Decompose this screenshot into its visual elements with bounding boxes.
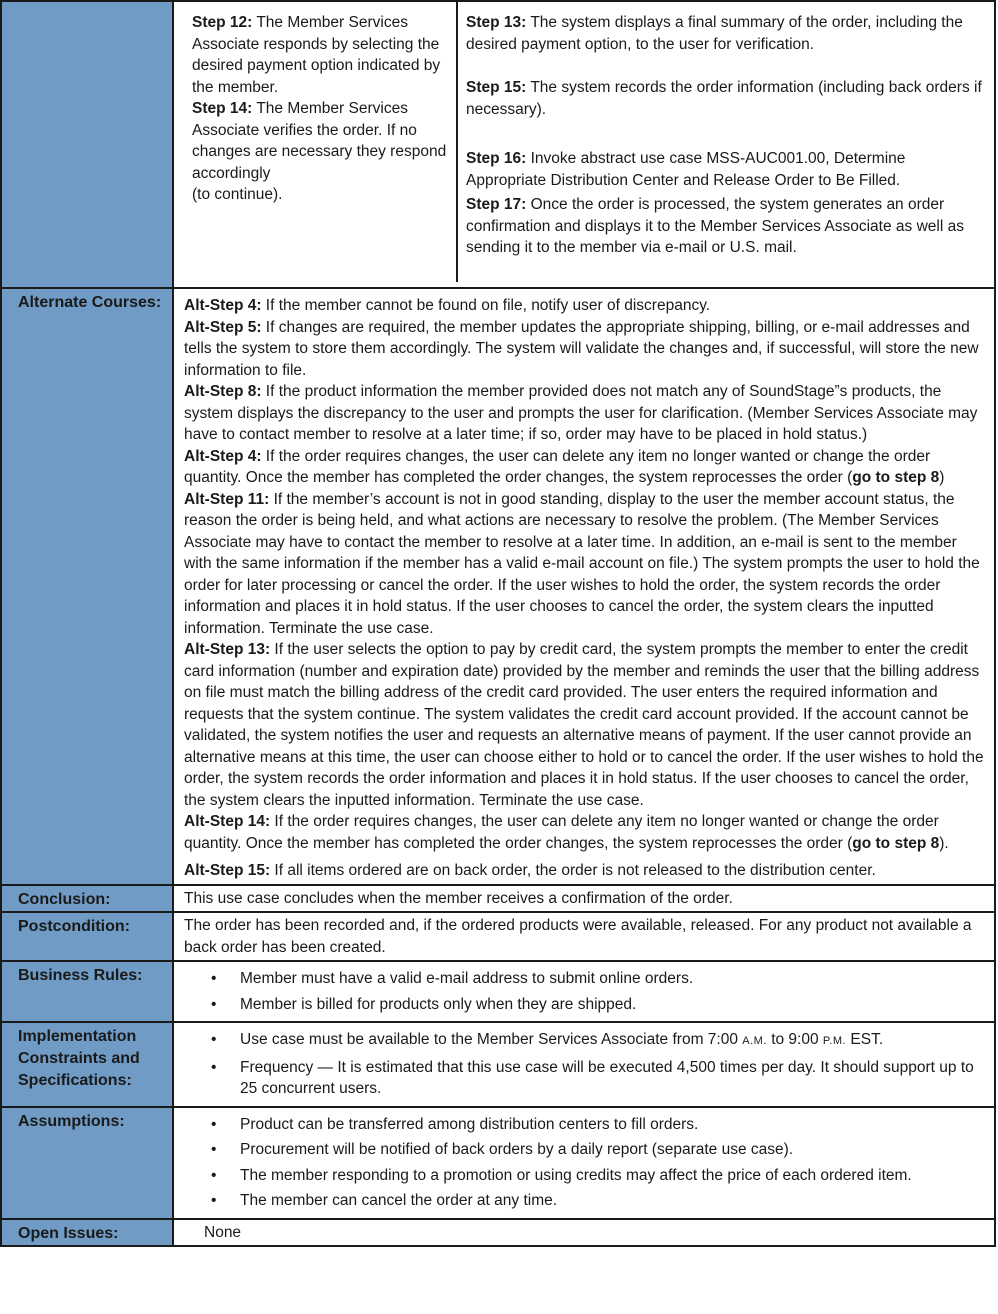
implementation-content — [173, 1022, 995, 1107]
conclusion-text: This use case concludes when the member receives a confirmation of the order. — [173, 885, 995, 913]
list-item: • Use case must be available to the Member Services Associate from 7:00 A.M. to 9:00 P.M. EST. — [184, 1029, 984, 1053]
step-13: Step 13: The system displays a final summary of the order, including the desired payment option, to the user for verification. — [466, 14, 963, 53]
business-rules-row — [1, 961, 995, 1022]
open-issues-text: None — [173, 1219, 995, 1247]
alt-step-item: Alt-Step 8: If the product information the member provided does not match any of SoundStage”s products, the system displays the discrepancy to the user and prompts the user for clarification. (Member Services Associate may have to contact member to resolve at a later time; if so, order may have to be placed in hold status.) — [184, 383, 978, 443]
alt-step-item: Alt-Step 15: If all items ordered are on back order, the order is not released to the distribution center. — [184, 862, 876, 879]
actor-steps-column — [174, 2, 458, 282]
postcondition-row — [1, 912, 995, 961]
bullet-icon: • — [211, 995, 217, 1013]
list-item: • Member is billed for products only when they are shipped. — [184, 994, 984, 1016]
bullet-icon: • — [211, 1141, 217, 1158]
step-16: Step 16: Invoke abstract use case MSS-AUC001.00, Determine Appropriate Distribution Center and Release Order to Be Filled. — [466, 150, 906, 189]
postcondition-label: Postcondition: — [1, 912, 173, 961]
open-issues-label: Open Issues: — [1, 1219, 173, 1247]
implementation-label: Implementation Constraints and Specifications: — [1, 1022, 173, 1107]
step-14: Step 14: The Member Services Associate verifies the order. If no changes are necessary they respond accordingly (to continue). — [192, 100, 447, 203]
alt-step-item: Alt-Step 4: If the member cannot be found on file, notify user of discrepancy. — [184, 297, 711, 314]
list-item: • The member can cancel the order at any time. — [184, 1190, 984, 1212]
bullet-icon: • — [211, 970, 217, 987]
list-item: • The member responding to a promotion or using credits may affect the price of each ordered item. — [184, 1165, 984, 1187]
bullet-icon: • — [211, 1166, 217, 1184]
alt-step-item: Alt-Step 13: If the user selects the option to pay by credit card, the system prompts the member to enter the credit card information (number and expiration date) provided by the member and reminds the user that the billing address on file must match the billing address of the credit card provided. The user enters the required information and requests that the system continue. The system validates the credit card account provided. If the account cannot be validated, the system notifies the user and requests an alternative means of payment. If the user cannot provide an alternative means at this time, the user can choose either to hold or to cancel the order. If the user wishes to hold the order, the system records the order information and places it in hold status. If the user chooses to cancel the order, the system clears the inputted information. Terminate the use case. — [184, 641, 984, 809]
conclusion-label: Conclusion: — [1, 885, 173, 913]
alt-step-item: Alt-Step 14: If the order requires changes, the user can delete any item no longer wanted or change the order quantity. Once the member has completed the order changes, the system reprocesses the order (go to step 8). — [184, 813, 949, 852]
business-rules-content — [173, 961, 995, 1022]
bullet-icon: • — [211, 1115, 217, 1133]
bullet-icon: • — [211, 1031, 217, 1048]
postcondition-text: The order has been recorded and, if the ordered products were available, released. For any product not available a back order has been created. — [173, 912, 995, 961]
system-steps-column — [458, 2, 994, 282]
step-12: Step 12: The Member Services Associate responds by selecting the desired payment option indicated by the member. — [192, 14, 441, 96]
conclusion-row — [1, 885, 995, 913]
bullet-icon: • — [211, 1058, 217, 1076]
step-17: Step 17: Once the order is processed, the system generates an order confirmation and displays it to the Member Services Associate as well as sending it to the member via e-mail or U.S. mail. — [466, 196, 964, 256]
step-15: Step 15: The system records the order information (including back orders if necessary). — [466, 79, 982, 118]
assumptions-row — [1, 1107, 995, 1219]
steps-row — [1, 1, 995, 288]
list-item: • Member must have a valid e-mail address to submit online orders. — [184, 968, 984, 990]
alternate-courses-label: Alternate Courses: — [1, 288, 173, 885]
list-item: • Product can be transferred among distribution centers to fill orders. — [184, 1114, 984, 1136]
bullet-icon: • — [211, 1192, 217, 1209]
alt-step-item: Alt-Step 11: If the member’s account is not in good standing, display to the user the member account status, the reason the order is being held, and what actions are necessary to resolve the problem. (The Member Services Associate may have to contact the member to resolve at a later time. In addition, an e-mail is sent to the member with the same information if the member has a valid e-mail account on file.) The system prompts the user to hold the order for later processing or cancel the order. If the user wishes to hold the order, the system records the order information and places it in hold status. If the user chooses to cancel the order, the system clears the inputted information. Terminate the use case. — [184, 490, 980, 637]
alternate-courses-content — [173, 288, 995, 885]
steps-content-cell — [173, 1, 995, 288]
assumptions-content — [173, 1107, 995, 1219]
business-rules-label: Business Rules: — [1, 961, 173, 1022]
implementation-row — [1, 1022, 995, 1107]
open-issues-row — [1, 1219, 995, 1247]
alt-step-item: Alt-Step 4: If the order requires changes, the user can delete any item no longer wanted or change the order quantity. Once the member has completed the order changes, the system reprocesses the order (go to step 8) — [184, 447, 945, 486]
list-item: • Procurement will be notified of back orders by a daily report (separate use case). — [184, 1139, 984, 1161]
list-item: • Frequency — It is estimated that this use case will be executed 4,500 times per day. It should support up to 25 concurrent users. — [211, 1058, 974, 1097]
alternate-courses-row — [1, 288, 995, 885]
alt-step-item: Alt-Step 5: If changes are required, the member updates the appropriate shipping, billing, or e-mail addresses and tells the system to store them accordingly. The system will validate the changes and, if successful, will store the new information to file. — [184, 318, 979, 379]
assumptions-label: Assumptions: — [1, 1107, 173, 1219]
steps-label-cell — [1, 1, 173, 288]
